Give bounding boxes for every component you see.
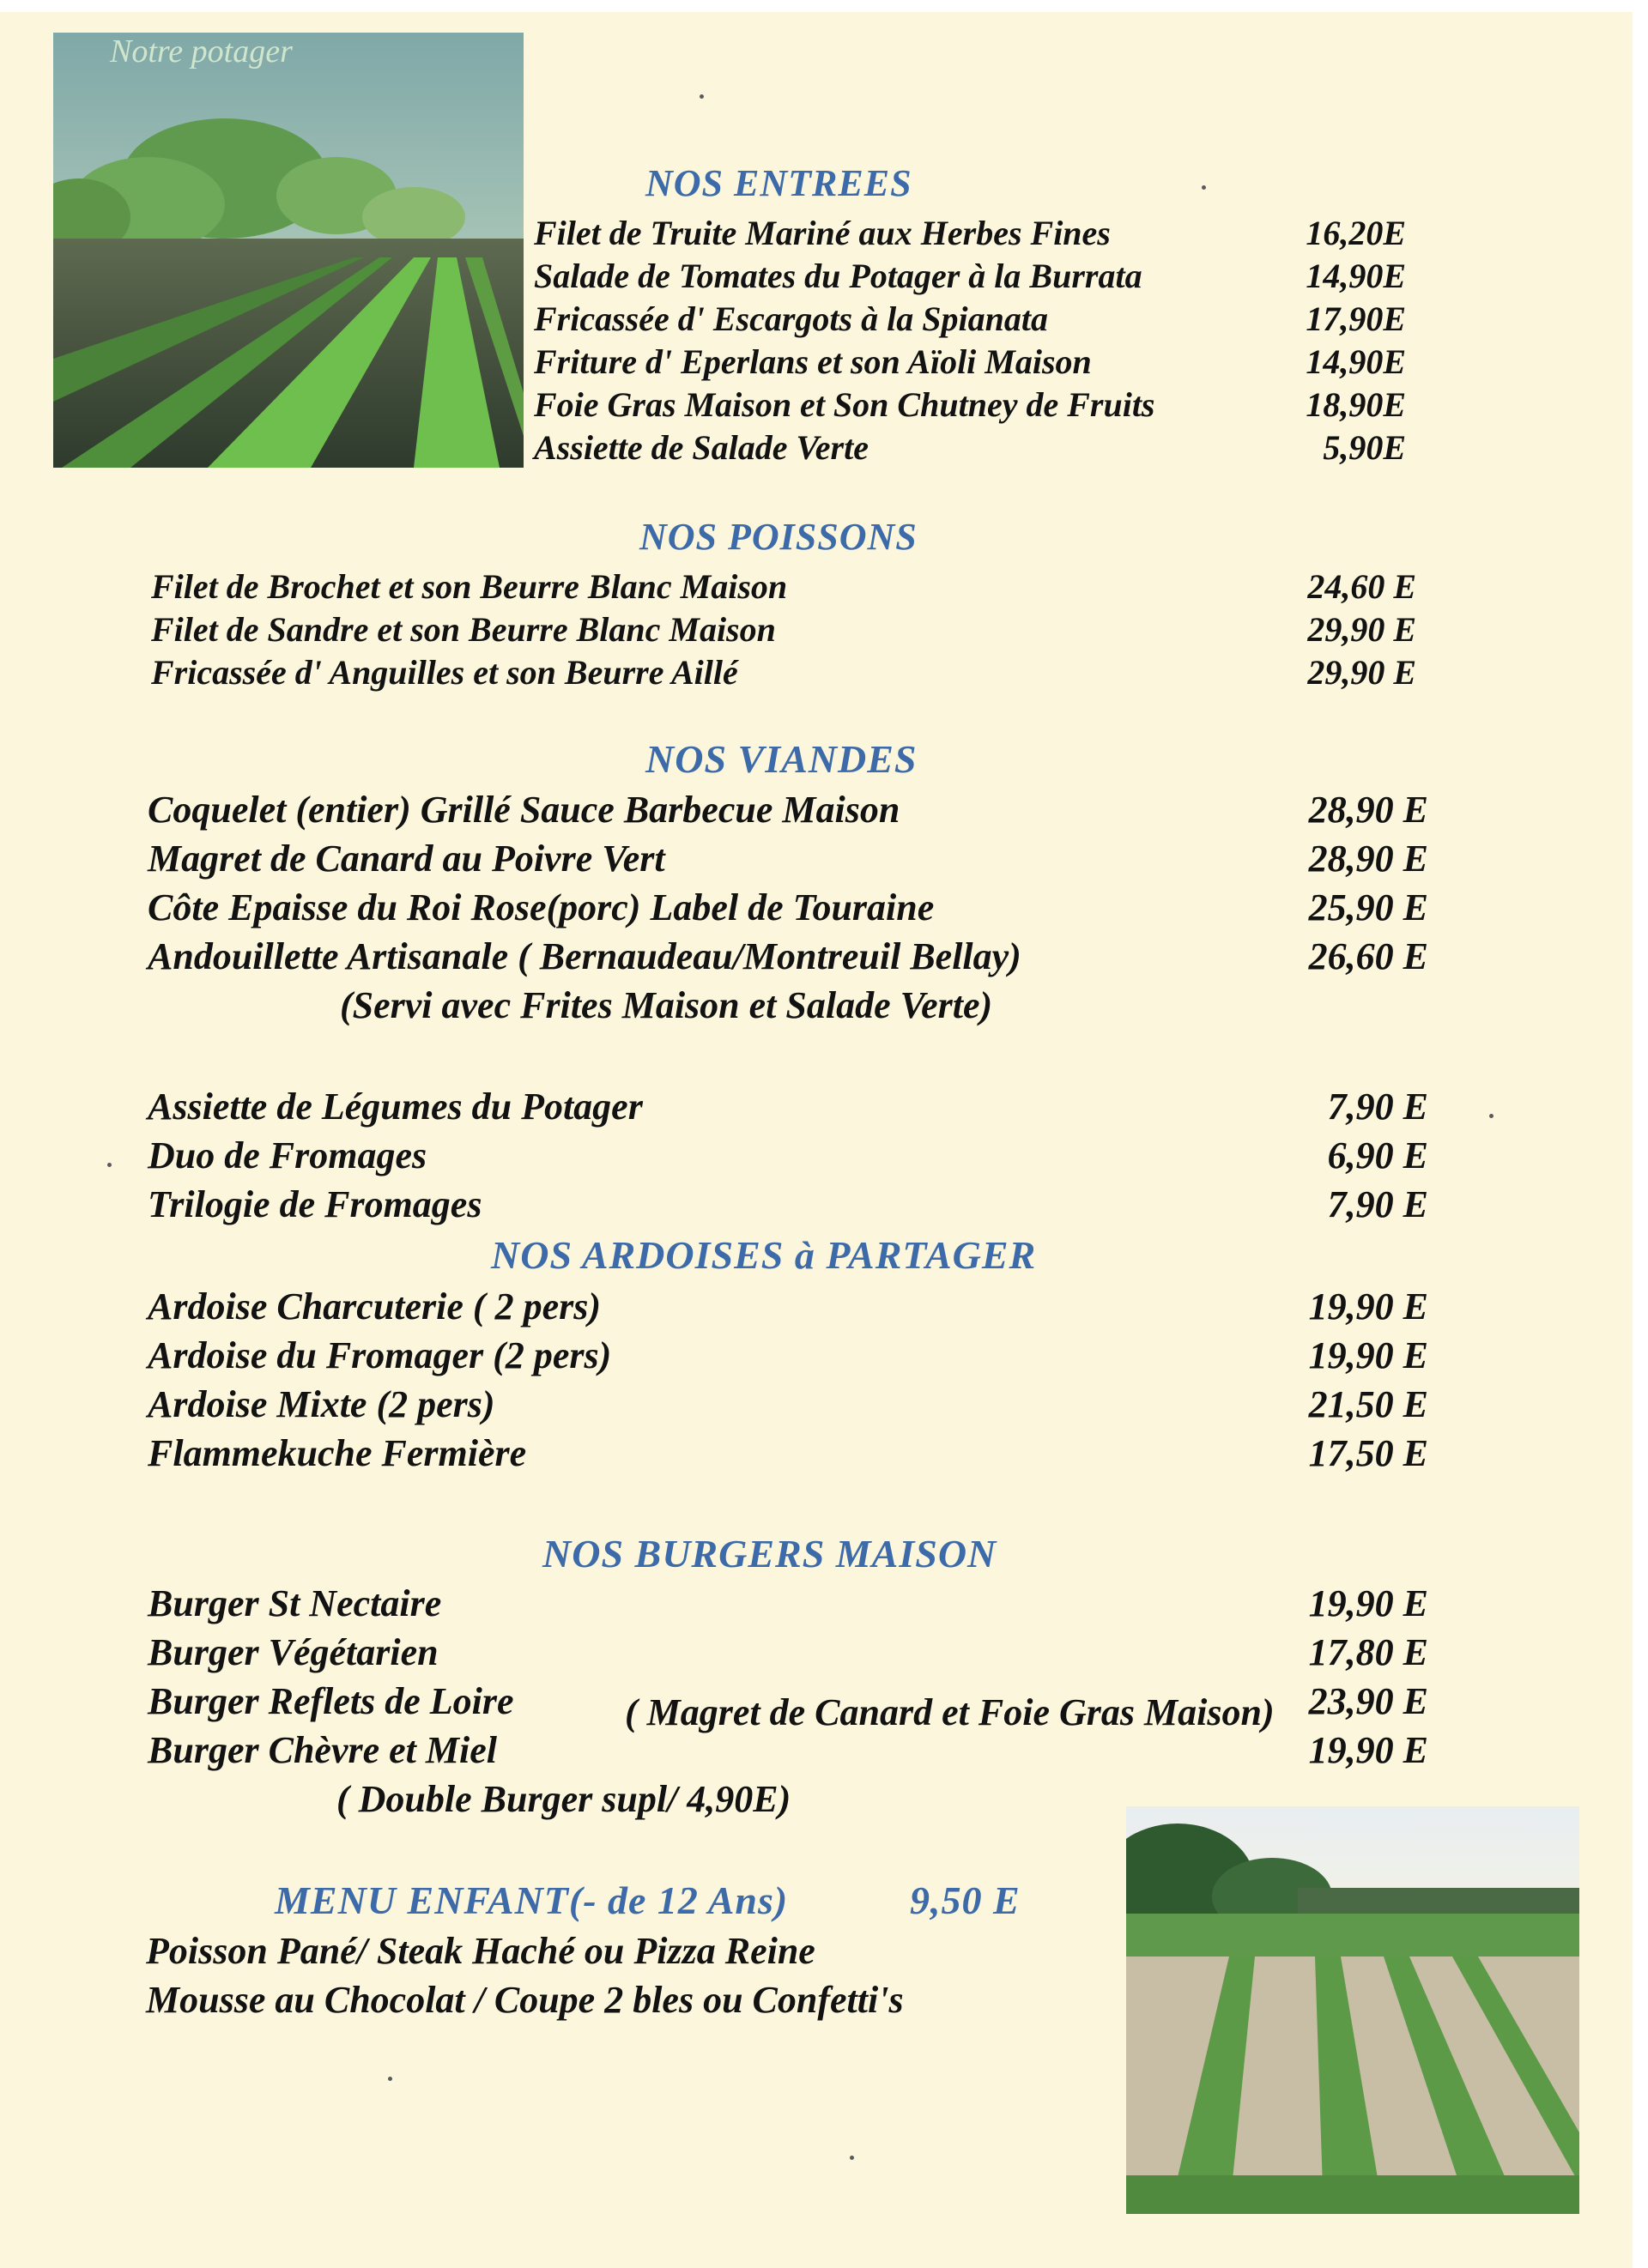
menu-item-name: Burger Chèvre et Miel <box>148 1729 497 1771</box>
menu-item-name: Fricassée d' Escargots à la Spianata <box>534 299 1048 338</box>
scan-speck <box>850 2156 854 2160</box>
menu-item-price: 24,60 E <box>1307 567 1416 606</box>
menu-item-name: Ardoise Charcuterie ( 2 pers) <box>148 1285 601 1328</box>
menu-item-name: Friture d' Eperlans et son Aïoli Maison <box>534 342 1092 381</box>
garden-photo-top <box>53 33 524 468</box>
menu-item-name: Burger Reflets de Loire <box>148 1680 514 1722</box>
menu-item-price: 14,90E <box>1306 342 1406 381</box>
menu-item-price: 17,90E <box>1306 299 1406 338</box>
section-title-enfant: MENU ENFANT(- de 12 Ans) <box>275 1878 789 1922</box>
menu-item-name: Filet de Truite Mariné aux Herbes Fines <box>534 214 1111 252</box>
menu-item-name: Andouillette Artisanale ( Bernaudeau/Montreuil Bellay) <box>148 935 1021 977</box>
menu-item-name: Filet de Brochet et son Beurre Blanc Maison <box>151 567 788 606</box>
enfant-price: 9,50 E <box>910 1878 1021 1922</box>
menu-item-name: Foie Gras Maison et Son Chutney de Fruits <box>534 385 1155 424</box>
menu-item-price: 23,90 E <box>1308 1680 1428 1722</box>
scan-border-top <box>0 0 1648 12</box>
menu-item-price: 7,90 E <box>1327 1086 1428 1128</box>
menu-item-price: 19,90 E <box>1308 1582 1428 1624</box>
garden-photo-bottom <box>1126 1806 1579 2214</box>
menu-item-price: 18,90E <box>1306 385 1406 424</box>
menu-item-price: 6,90 E <box>1327 1134 1428 1176</box>
menu-item-price: 21,50 E <box>1308 1383 1428 1425</box>
menu-item-price: 14,90E <box>1306 257 1406 295</box>
menu-item-name: Filet de Sandre et son Beurre Blanc Maison <box>151 610 776 649</box>
menu-note-double-burger: ( Double Burger supl/ 4,90E) <box>336 1778 791 1820</box>
menu-item-name: Burger Végétarien <box>148 1631 439 1673</box>
scan-border-right <box>1633 0 1648 2268</box>
menu-item-price: 29,90 E <box>1307 610 1416 649</box>
menu-item-price: 19,90 E <box>1308 1334 1428 1376</box>
menu-item-name: Fricassée d' Anguilles et son Beurre Aillé <box>151 653 738 692</box>
scan-speck <box>700 94 704 99</box>
menu-item-name: Flammekuche Fermière <box>148 1432 527 1474</box>
menu-item-price: 28,90 E <box>1308 789 1428 831</box>
menu-item-name: Trilogie de Fromages <box>148 1183 482 1225</box>
section-title-ardoises: NOS ARDOISES à PARTAGER <box>491 1233 1037 1277</box>
section-title-entrees: NOS ENTREES <box>645 162 912 204</box>
menu-note-servi: (Servi avec Frites Maison et Salade Verte) <box>340 984 993 1026</box>
menu-item-price: 5,90E <box>1323 428 1406 467</box>
section-title-poissons: NOS POISSONS <box>639 516 918 558</box>
scan-speck <box>388 2077 392 2081</box>
menu-item-price: 19,90 E <box>1308 1285 1428 1328</box>
menu-item-name: Ardoise Mixte (2 pers) <box>148 1383 495 1425</box>
menu-item-detail: ( Magret de Canard et Foie Gras Maison) <box>625 1691 1275 1733</box>
scan-speck <box>1202 185 1206 190</box>
menu-item-price: 17,80 E <box>1308 1631 1428 1673</box>
menu-item-price: 26,60 E <box>1308 935 1428 977</box>
menu-item-price: 25,90 E <box>1308 886 1428 928</box>
menu-item-price: 17,50 E <box>1308 1432 1428 1474</box>
photo-caption: Notre potager <box>110 33 293 70</box>
section-title-burgers: NOS BURGERS MAISON <box>542 1532 997 1576</box>
menu-item-price: 16,20E <box>1306 214 1406 252</box>
menu-item-price: 29,90 E <box>1307 653 1416 692</box>
menu-item-name: Ardoise du Fromager (2 pers) <box>148 1334 612 1376</box>
menu-item-name: Duo de Fromages <box>148 1134 427 1176</box>
section-title-viandes: NOS VIANDES <box>645 737 918 781</box>
menu-item-name: Magret de Canard au Poivre Vert <box>148 838 665 880</box>
menu-item-price: 19,90 E <box>1308 1729 1428 1771</box>
menu-item-name: Salade de Tomates du Potager à la Burrata <box>534 257 1142 295</box>
menu-item-name: Coquelet (entier) Grillé Sauce Barbecue Maison <box>148 789 900 831</box>
scan-speck <box>107 1163 112 1167</box>
menu-item-name: Assiette de Légumes du Potager <box>148 1086 643 1128</box>
menu-item-name: Burger St Nectaire <box>148 1582 442 1624</box>
menu-enfant-line: Mousse au Chocolat / Coupe 2 bles ou Confetti's <box>146 1979 904 2021</box>
menu-enfant-line: Poisson Pané/ Steak Haché ou Pizza Reine <box>146 1930 815 1972</box>
menu-item-name: Côte Epaisse du Roi Rose(porc) Label de Touraine <box>148 886 935 928</box>
scan-speck <box>1489 1114 1494 1118</box>
menu-item-name: Assiette de Salade Verte <box>534 428 869 467</box>
menu-item-price: 7,90 E <box>1327 1183 1428 1225</box>
menu-item-price: 28,90 E <box>1308 838 1428 880</box>
